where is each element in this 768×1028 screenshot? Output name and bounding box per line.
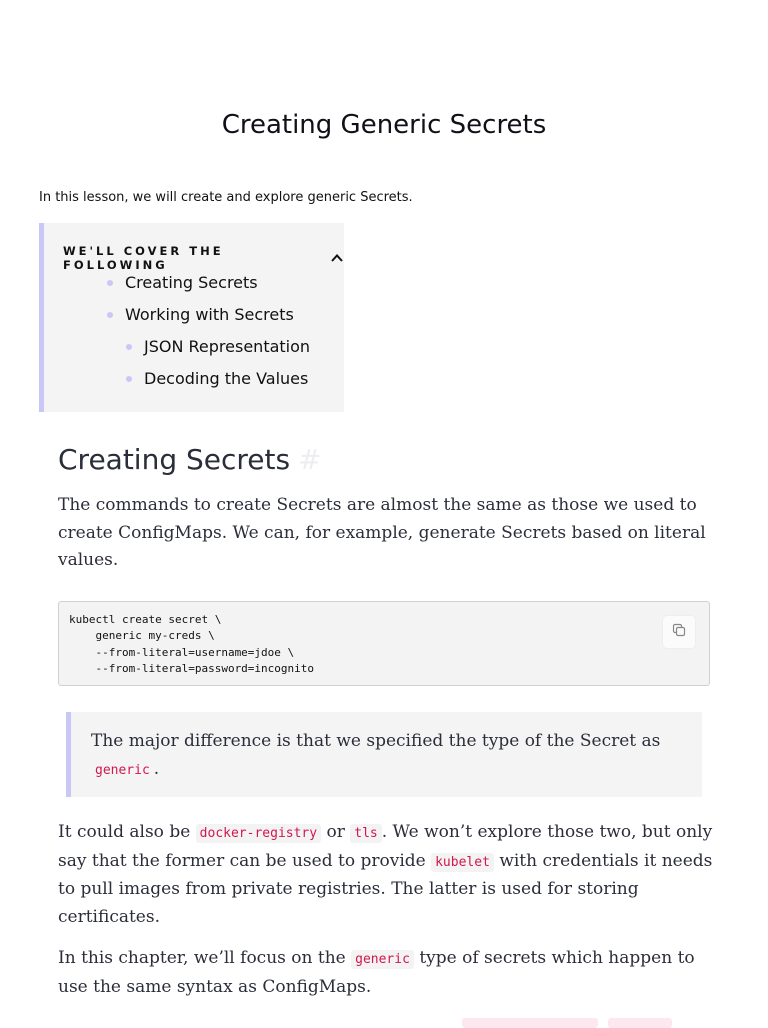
section-heading-text: Creating Secrets	[58, 443, 291, 476]
toc-item-json-representation[interactable]: JSON Representation	[144, 337, 310, 356]
chevron-up-icon[interactable]	[330, 251, 344, 265]
inline-code: generic	[351, 950, 414, 969]
inline-code-partial	[462, 1018, 598, 1028]
paragraph-intro: The commands to create Secrets are almost the same as those we used to create ConfigMaps. We can, for example, generate Secrets based on literal values.	[58, 495, 706, 570]
code-content: kubectl create secret \ generic my-creds \ --from-literal=username=jdoe \ --from-literal=password=incognito	[69, 613, 315, 675]
paragraph-secret-types: It could also be docker-registry or tls . We won’t explore those two, but only say that the former can be used to provide kubelet with credentials it needs to pull images from private registries. The latter is used for storing certificates.	[58, 822, 713, 927]
bullet-icon	[107, 312, 113, 318]
paragraph-focus: In this chapter, we’ll focus on the generic type of secrets which happen to use the same syntax as ConfigMaps.	[58, 948, 695, 997]
bullet-icon	[107, 280, 113, 286]
bullet-icon	[126, 344, 132, 350]
section-heading	[58, 443, 322, 476]
note-text: The major difference is that we specified the type of the Secret as generic .	[91, 731, 661, 779]
toc-item-working-with-secrets[interactable]: Working with Secrets	[125, 305, 294, 324]
toc-item-creating-secrets[interactable]: Creating Secrets	[125, 273, 258, 292]
page-title: Creating Generic Secrets	[221, 110, 547, 140]
inline-code: tls	[350, 824, 381, 843]
bullet-icon	[126, 376, 132, 382]
code-block	[58, 601, 710, 686]
lesson-intro: In this lesson, we will create and explore generic Secrets.	[39, 190, 413, 205]
note-callout	[66, 712, 702, 797]
toc-header-label: WE'LL COVER THE FOLLOWING	[63, 244, 224, 272]
toc-toggle[interactable]	[63, 244, 344, 272]
inline-code: kubelet	[431, 853, 494, 872]
copy-icon	[671, 622, 687, 643]
copy-button[interactable]	[663, 616, 695, 648]
inline-code: docker-registry	[196, 824, 321, 843]
toc-item-decoding-the-values[interactable]: Decoding the Values	[144, 369, 308, 388]
inline-code-partial	[608, 1018, 672, 1028]
table-of-contents	[39, 223, 344, 412]
anchor-link[interactable]: #	[298, 443, 322, 476]
inline-code: generic	[95, 762, 150, 778]
